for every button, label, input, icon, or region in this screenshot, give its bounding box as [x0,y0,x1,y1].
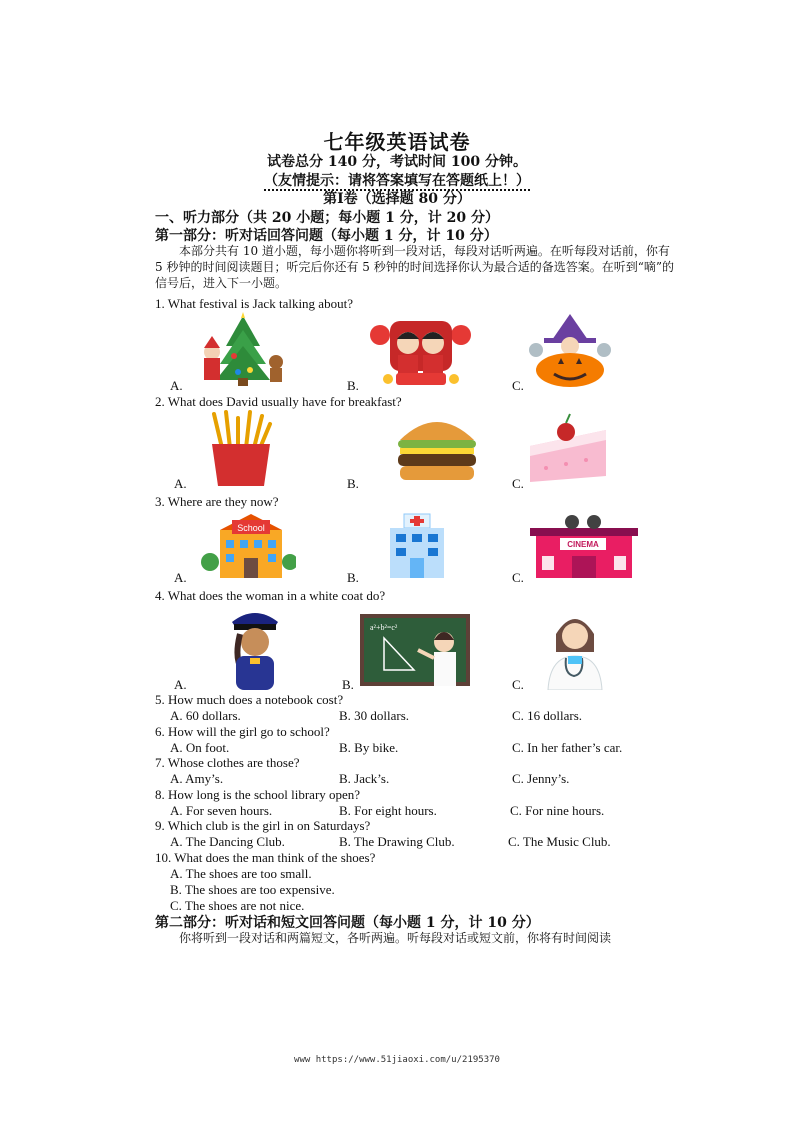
cinema-icon [528,512,640,580]
q4-option-b[interactable]: B. [342,677,354,692]
q1-option-b[interactable]: B. [347,378,359,393]
q10-option-c[interactable]: C. The shoes are not nice. [170,898,305,913]
q2-option-b[interactable]: B. [347,476,359,491]
question-7: 7. Whose clothes are those? [155,755,300,770]
q8-option-b[interactable]: B. For eight hours. [339,803,437,818]
svg-text:a²+b²=c²: a²+b²=c² [370,623,398,632]
q6-option-a[interactable]: A. On foot. [170,740,230,755]
cinema-sign-text: CINEMA [567,540,599,549]
part2-instructions: 你将听到一段对话和两篇短文，各听两遍。听每段对话或短文前，你将有时间阅读 [179,931,612,945]
hospital-icon [386,512,448,580]
q6-option-b[interactable]: B. By bike. [339,740,399,755]
q2-option-a[interactable]: A. [174,476,187,491]
policewoman-icon [226,604,284,690]
q1-option-c[interactable]: C. [512,378,524,393]
q7-option-a[interactable]: A. Amy’s. [170,771,224,786]
q1-option-a[interactable]: A. [170,378,183,393]
friendly-tip [0,170,794,190]
question-9: 9. Which club is the girl in on Saturdays? [155,818,371,833]
question-2: 2. What does David usually have for breakfast? [155,394,402,409]
q5-option-b[interactable]: B. 30 dollars. [339,708,410,723]
q9-option-a[interactable]: A. The Dancing Club. [170,834,285,849]
volume-heading: 第Ⅰ卷（选择题 80 分） [323,191,471,207]
part1-heading: 第一部分：听对话回答问题（每小题 1 分，计 10 分） [155,228,498,244]
q4-option-c[interactable]: C. [512,677,524,692]
question-1: 1. What festival is Jack talking about? [155,296,353,311]
spring-festival-icon [368,313,473,389]
french-fries-icon [208,408,274,486]
q2-option-c[interactable]: C. [512,476,524,491]
q9-option-b[interactable]: B. The Drawing Club. [339,834,455,849]
question-4: 4. What does the woman in a white coat do? [155,588,386,603]
q8-option-a[interactable]: A. For seven hours. [170,803,273,818]
exam-info: 试卷总分 140 分，考试时间 100 分钟。 [267,154,527,170]
footer-url: www https://www.51jiaoxi.com/u/2195370 [294,1055,500,1065]
school-icon [200,512,296,580]
q8-option-c[interactable]: C. For nine hours. [510,803,605,818]
question-5: 5. How much does a notebook cost? [155,692,344,707]
hamburger-icon [394,410,480,484]
q3-option-a[interactable]: A. [174,570,187,585]
q7-option-b[interactable]: B. Jack’s. [339,771,390,786]
exam-title: 七年级英语试卷 [323,130,471,154]
part1-instructions: 本部分共有 10 道小题，每小题你将听到一段对话，每段对话听两遍。在听每段对话前，你有 5 秒钟的时间阅读题目；听完后你还有 5 秒钟的时间选择你认为最合适的备选答案。在听到“嘀”的信号后，进入下一小题。 [155,244,674,290]
question-8: 8. How long is the school library open? [155,787,361,802]
q9-option-c[interactable]: C. The Music Club. [508,834,611,849]
listening-heading: 一、听力部分（共 20 小题；每小题 1 分，计 20 分） [155,210,499,226]
q7-option-c[interactable]: C. Jenny’s. [512,771,570,786]
q6-option-c[interactable]: C. In her father’s car. [512,740,623,755]
doctor-icon [546,604,604,690]
q3-option-c[interactable]: C. [512,570,524,585]
q10-option-b[interactable]: B. The shoes are too expensive. [170,882,335,897]
christmas-tree-icon [198,312,288,388]
teacher-icon [358,610,472,690]
part2-heading: 第二部分：听对话和短文回答问题（每小题 1 分，计 10 分） [155,915,540,931]
school-sign-text: School [237,523,265,533]
question-3: 3. Where are they now? [155,494,279,509]
q5-option-a[interactable]: A. 60 dollars. [170,708,241,723]
q5-option-c[interactable]: C. 16 dollars. [512,708,583,723]
halloween-pumpkin-icon [528,314,612,388]
q3-option-b[interactable]: B. [347,570,359,585]
q10-option-a[interactable]: A. The shoes are too small. [170,866,312,881]
question-10: 10. What does the man think of the shoes? [155,850,376,865]
q4-option-a[interactable]: A. [174,677,187,692]
friendly-tip-text: （友情提示：请将答案填写在答题纸上！） [264,173,530,189]
question-6: 6. How will the girl go to school? [155,724,330,739]
cake-icon [526,410,610,486]
